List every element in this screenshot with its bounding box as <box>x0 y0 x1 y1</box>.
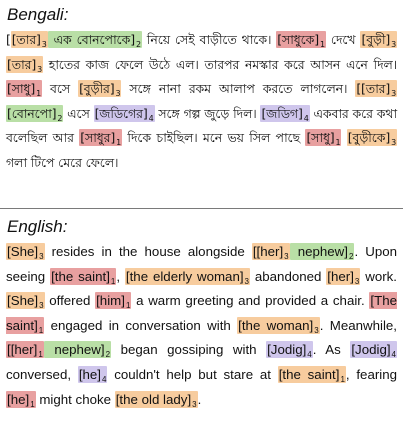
entity-index: 1 <box>36 89 41 99</box>
english-section <box>6 216 397 412</box>
mention-text: [[her] <box>7 342 38 358</box>
plain-text: দিকে চাইছিল। মনে ভয় সিল পাছে <box>121 130 306 146</box>
entity-mention <box>290 243 355 260</box>
mention-text: [She] <box>7 293 39 309</box>
entity-mention <box>6 391 36 408</box>
mention-text: nephew] <box>290 244 348 259</box>
entity-mention <box>125 268 250 285</box>
entity-mention <box>326 268 360 285</box>
entity-mention <box>278 366 346 383</box>
entity-index: 1 <box>38 350 43 360</box>
mention-text: [[তার] <box>356 81 391 97</box>
entity-index: 2 <box>105 350 111 360</box>
mention-text: [him] <box>96 293 125 309</box>
bengali-paragraph <box>6 28 397 176</box>
entity-index: 4 <box>148 113 154 123</box>
plain-text: এসে <box>63 105 94 121</box>
plain-text: বসে <box>41 81 79 97</box>
entity-mention <box>347 129 397 146</box>
entity-index: 3 <box>39 301 44 311</box>
plain-text: . As <box>312 342 351 358</box>
entity-index: 3 <box>39 252 44 261</box>
mention-text: nephew] <box>44 342 105 358</box>
mention-text: [বুড়ী] <box>361 32 391 47</box>
mention-text: [বোনপো] <box>7 105 57 121</box>
entity-index: 3 <box>391 89 396 99</box>
entity-mention <box>6 105 63 122</box>
plain-text: might choke <box>35 391 115 407</box>
entity-mention <box>266 341 313 358</box>
mention-text: [তার] <box>7 56 37 72</box>
entity-index: 4 <box>102 374 107 384</box>
plain-text: abandoned <box>250 268 327 284</box>
english-paragraph <box>6 240 397 412</box>
entity-index: 3 <box>115 89 121 99</box>
entity-index: 1 <box>319 40 325 49</box>
mention-text: [বুড়ীকে] <box>347 130 391 146</box>
mention-text: [the saint] <box>278 366 340 382</box>
plain-text: সঙ্গে গল্প জুড়ে দিল। <box>154 105 261 121</box>
mention-text: [সাধুর] <box>80 130 116 146</box>
entity-mention <box>44 341 111 358</box>
entity-mention <box>115 391 198 408</box>
entity-mention <box>237 317 320 334</box>
entity-mention <box>252 243 290 260</box>
mention-text: [he] <box>7 391 30 407</box>
entity-index: 3 <box>41 40 47 49</box>
bengali-section <box>6 4 397 176</box>
entity-index: 1 <box>116 138 121 148</box>
plain-text <box>341 130 346 145</box>
mention-text: এক বোনপোকে] <box>48 32 135 47</box>
mention-text: [the woman] <box>238 317 314 333</box>
entity-mention <box>94 105 155 122</box>
entity-mention <box>95 292 131 309</box>
plain-text: দেখে <box>325 32 361 47</box>
entity-index: 4 <box>303 113 309 123</box>
entity-index: 1 <box>340 374 345 384</box>
mention-text: [বুড়ীর] <box>79 81 115 97</box>
plain-text: offered <box>44 293 96 309</box>
plain-text: , fearing <box>345 366 398 382</box>
plain-text: couldn't help but stare at <box>107 366 278 382</box>
entity-mention <box>260 105 309 122</box>
mention-text: [the saint] <box>51 268 110 284</box>
entity-mention <box>305 129 341 146</box>
plain-text: . Meanwhile, <box>319 317 398 333</box>
plain-text: , <box>116 268 125 284</box>
plain-text: একবার করে কথা বলেছিল আর <box>6 105 398 146</box>
mention-text: [জডিগের] <box>94 105 148 121</box>
entity-index: 3 <box>391 138 396 148</box>
plain-text: resides in the house alongside <box>44 244 252 259</box>
entity-index: 3 <box>192 399 197 409</box>
entity-mention <box>78 80 121 97</box>
mention-text: [Jodig] <box>351 342 391 358</box>
mention-text: [সাধু] <box>7 81 36 97</box>
entity-mention <box>6 243 45 260</box>
mention-text: [She] <box>7 244 39 259</box>
bengali-heading: Bengali: <box>7 5 69 24</box>
entity-index: 1 <box>110 276 116 286</box>
plain-text: হাতের কাজ ফেলে উঠে এল। তারপর নমস্কার করে আসন এনে দিল। <box>42 56 397 72</box>
mention-text: [The saint] <box>6 293 398 333</box>
entity-index: 3 <box>244 276 249 286</box>
entity-index: 4 <box>307 350 312 360</box>
entity-mention <box>78 366 108 383</box>
english-heading: English: <box>7 217 68 236</box>
mention-text: [Jodig] <box>267 342 307 358</box>
entity-index: 3 <box>314 325 319 335</box>
mention-text: [জডিগ] <box>261 105 303 121</box>
plain-text: গলা টিপে মেরে ফেলে। <box>6 154 119 170</box>
entity-index: 2 <box>348 252 354 261</box>
mention-text: [the old lady] <box>115 391 192 407</box>
entity-index: 4 <box>391 350 396 360</box>
entity-index: 1 <box>335 138 341 148</box>
mention-text: [he] <box>78 366 101 382</box>
plain-text: . Upon seeing <box>6 244 397 284</box>
mention-text: [তার] <box>11 32 41 47</box>
mention-text: [her] <box>327 268 354 284</box>
entity-index: 3 <box>391 40 397 49</box>
mention-text: [[her] <box>252 244 284 259</box>
entity-mention <box>6 80 42 97</box>
entity-mention <box>79 129 122 146</box>
mention-text: [সাধু] <box>306 130 335 146</box>
entity-index: 1 <box>30 399 35 409</box>
entity-mention <box>50 268 116 285</box>
entity-mention <box>350 341 397 358</box>
entity-mention <box>6 341 44 358</box>
plain-text: [ <box>6 32 11 47</box>
entity-mention <box>355 80 397 97</box>
entity-index: 3 <box>354 276 360 286</box>
mention-text: [the elderly woman] <box>125 268 244 284</box>
plain-text: began gossiping with <box>111 342 267 358</box>
plain-text: সঙ্গে নানা রকম আলাপ করতে লাগলেন। <box>121 81 356 97</box>
entity-mention <box>48 31 142 48</box>
plain-text: engaged in conversation with <box>44 317 238 333</box>
entity-mention <box>6 56 43 73</box>
entity-index: 1 <box>125 301 131 311</box>
mention-text: [সাধুকে] <box>277 32 319 47</box>
entity-mention <box>11 31 48 48</box>
entity-index: 2 <box>57 113 63 123</box>
entity-index: 2 <box>135 40 141 49</box>
plain-text: a warm greeting and provided a chair. <box>131 293 370 309</box>
plain-text: work. <box>360 268 397 284</box>
entity-index: 3 <box>37 64 42 74</box>
entity-index: 3 <box>284 252 289 261</box>
plain-text: . <box>197 391 202 407</box>
plain-text: নিয়ে সেই বাড়ীতে থাকে। <box>141 32 277 47</box>
entity-mention <box>360 31 397 48</box>
entity-mention <box>6 292 45 309</box>
entity-mention <box>276 31 326 48</box>
plain-text: conversed, <box>6 366 78 382</box>
entity-index: 1 <box>38 325 44 335</box>
section-divider <box>0 208 403 209</box>
